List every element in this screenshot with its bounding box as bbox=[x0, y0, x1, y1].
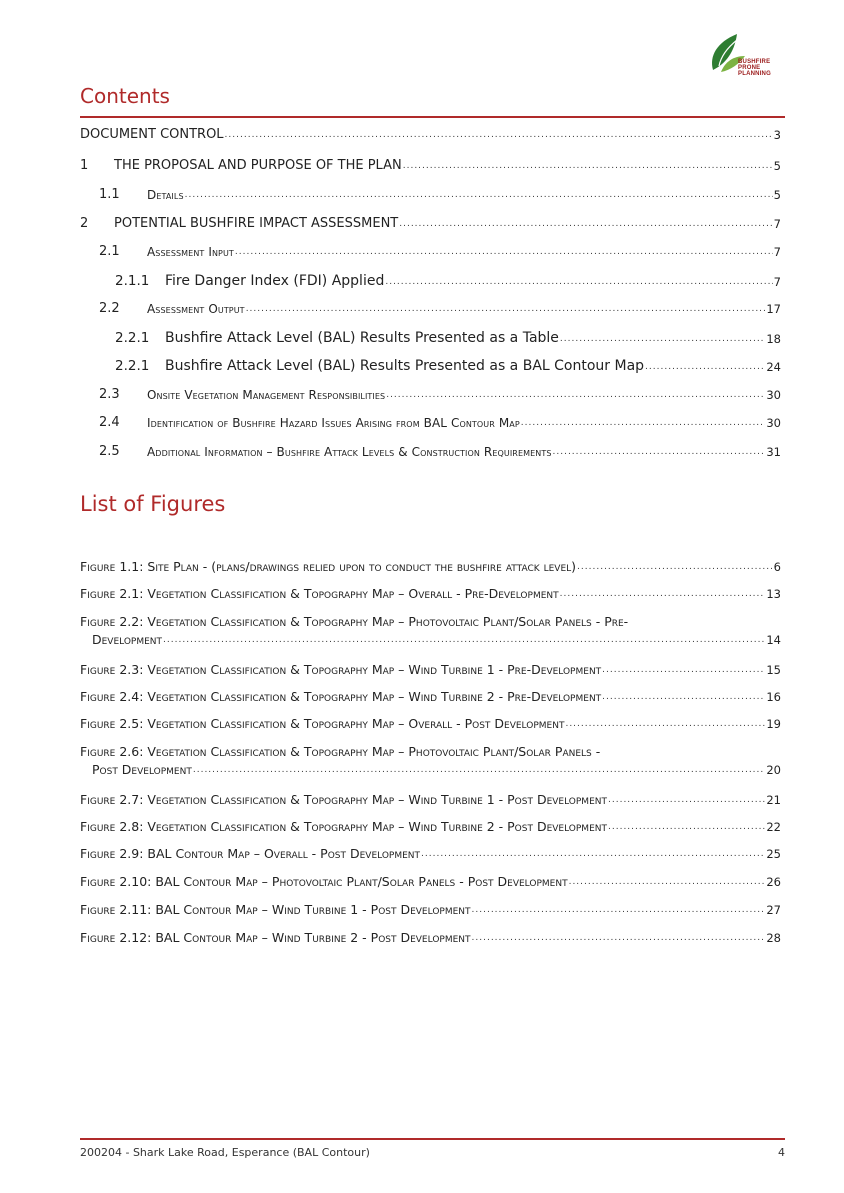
toc-entry-text: Fire Danger Index (FDI) Applied bbox=[165, 273, 385, 289]
toc-entry-text: THE PROPOSAL AND PURPOSE OF THE PLAN bbox=[114, 158, 402, 173]
dot-leader bbox=[577, 561, 773, 573]
company-logo bbox=[707, 30, 791, 76]
figure-entry-page: 25 bbox=[766, 847, 781, 861]
footer-divider bbox=[80, 1138, 785, 1140]
figure-entry-page: 20 bbox=[766, 763, 781, 777]
dot-leader bbox=[569, 876, 766, 888]
toc-entry[interactable] bbox=[80, 387, 781, 402]
figure-entry-page: 27 bbox=[766, 903, 781, 917]
toc-entry[interactable] bbox=[80, 415, 781, 430]
figure-entry-page: 22 bbox=[766, 820, 781, 834]
figure-entry[interactable] bbox=[80, 662, 781, 677]
figure-entry-page: 16 bbox=[766, 690, 781, 704]
figure-entry[interactable] bbox=[80, 742, 781, 777]
figure-entry-text: Figure 2.7: Vegetation Classification & Topography Map – Wind Turbine 1 - Post Development bbox=[80, 792, 607, 807]
dot-leader bbox=[560, 588, 766, 600]
dot-leader bbox=[472, 932, 766, 944]
dot-leader bbox=[386, 389, 765, 401]
toc-entry[interactable] bbox=[80, 244, 781, 259]
dot-leader bbox=[608, 821, 765, 833]
figure-entry[interactable] bbox=[80, 586, 781, 601]
logo-line1: BUSHFIRE PRONE bbox=[738, 59, 771, 71]
dot-leader bbox=[560, 333, 765, 345]
toc-entry-page: 24 bbox=[766, 360, 781, 374]
figure-entry-text: Figure 1.1: Site Plan - (plans/drawings relied upon to conduct the bushfire attack level) bbox=[80, 559, 577, 574]
figure-entry-page: 6 bbox=[773, 560, 781, 574]
figure-entry[interactable] bbox=[80, 846, 781, 861]
dot-leader bbox=[185, 189, 773, 201]
dot-leader bbox=[246, 303, 766, 315]
figure-entry-text: Figure 2.8: Vegetation Classification & Topography Map – Wind Turbine 2 - Post Development bbox=[80, 819, 607, 834]
figure-entry-page: 26 bbox=[766, 875, 781, 889]
dot-leader bbox=[399, 218, 772, 230]
toc-entry-number: 1.1 bbox=[99, 187, 120, 202]
dot-leader bbox=[385, 276, 772, 288]
figure-entry-continuation: Post Development bbox=[92, 762, 192, 777]
toc-entry-page: 7 bbox=[773, 217, 781, 231]
figure-entry-text: Figure 2.11: BAL Contour Map – Wind Turbine 1 - Post Development bbox=[80, 902, 471, 917]
dot-leader bbox=[163, 634, 765, 646]
toc-entry-text: Assessment Output bbox=[147, 302, 245, 316]
dot-leader bbox=[193, 764, 766, 776]
dot-leader bbox=[553, 446, 766, 458]
toc-entry-number: 2 bbox=[80, 216, 89, 231]
toc-entry-text: POTENTIAL BUSHFIRE IMPACT ASSESSMENT bbox=[114, 216, 399, 231]
heading-divider bbox=[80, 116, 785, 118]
toc-entry-text: Bushfire Attack Level (BAL) Results Presented as a Table bbox=[165, 330, 559, 346]
figure-entry-page: 28 bbox=[766, 931, 781, 945]
figure-entry-page: 14 bbox=[766, 633, 781, 647]
toc-entry-page: 17 bbox=[766, 302, 781, 316]
logo-line2: PLANNING bbox=[738, 71, 771, 77]
figure-entry[interactable] bbox=[80, 792, 781, 807]
figure-entry-text: Figure 2.6: Vegetation Classification & Topography Map – Photovoltaic Plant/Solar Panels - bbox=[80, 744, 601, 759]
dot-leader bbox=[608, 794, 765, 806]
figure-entry-text: Figure 2.1: Vegetation Classification & Topography Map – Overall - Pre-Development bbox=[80, 586, 559, 601]
dot-leader bbox=[235, 246, 773, 258]
toc-entry[interactable] bbox=[80, 444, 781, 459]
figure-entry-text: Figure 2.10: BAL Contour Map – Photovoltaic Plant/Solar Panels - Post Development bbox=[80, 874, 568, 889]
figure-entry-page: 21 bbox=[766, 793, 781, 807]
dot-leader bbox=[421, 848, 765, 860]
toc-entry-page: 7 bbox=[773, 245, 781, 259]
toc-entry-text: Details bbox=[147, 188, 184, 202]
toc-entry[interactable] bbox=[80, 301, 781, 316]
figure-entry[interactable] bbox=[80, 819, 781, 834]
dot-leader bbox=[645, 361, 765, 373]
toc-entry-number: 2.2.1 bbox=[115, 358, 150, 374]
figure-entry[interactable] bbox=[80, 716, 781, 731]
figure-entry[interactable] bbox=[80, 689, 781, 704]
toc-entry-number: 2.4 bbox=[99, 415, 120, 430]
dot-leader bbox=[602, 664, 765, 676]
toc-entry-text: Bushfire Attack Level (BAL) Results Presented as a BAL Contour Map bbox=[165, 358, 645, 374]
toc-entry-page: 5 bbox=[773, 188, 781, 202]
toc-entry-page: 3 bbox=[773, 128, 781, 142]
footer-document-title: 200204 - Shark Lake Road, Esperance (BAL Contour) bbox=[80, 1146, 370, 1159]
toc-entry[interactable] bbox=[80, 158, 781, 173]
toc-entry-number: 1 bbox=[80, 158, 89, 173]
toc-entry[interactable] bbox=[80, 330, 781, 346]
figure-entry-text: Figure 2.4: Vegetation Classification & Topography Map – Wind Turbine 2 - Pre-Development bbox=[80, 689, 602, 704]
figure-entry-text: Figure 2.3: Vegetation Classification & Topography Map – Wind Turbine 1 - Pre-Development bbox=[80, 662, 602, 677]
figure-entry[interactable] bbox=[80, 902, 781, 917]
contents-heading: Contents bbox=[80, 84, 170, 108]
figure-entry[interactable] bbox=[80, 612, 781, 647]
toc-entry-number: 2.1.1 bbox=[115, 273, 150, 289]
figure-entry-text: Figure 2.12: BAL Contour Map – Wind Turbine 2 - Post Development bbox=[80, 930, 471, 945]
toc-entry-text: Assessment Input bbox=[147, 245, 234, 259]
toc-entry-text: Additional Information – Bushfire Attack Levels & Construction Requirements bbox=[147, 445, 552, 459]
dot-leader bbox=[403, 160, 773, 172]
figure-entry-page: 13 bbox=[766, 587, 781, 601]
toc-entry-page: 5 bbox=[773, 159, 781, 173]
toc-entry-page: 31 bbox=[766, 445, 781, 459]
toc-entry-number: 2.5 bbox=[99, 444, 120, 459]
toc-entry[interactable] bbox=[80, 127, 781, 142]
toc-entry-text: Onsite Vegetation Management Responsibilities bbox=[147, 388, 386, 402]
dot-leader bbox=[521, 417, 766, 429]
figures-heading: List of Figures bbox=[80, 492, 226, 516]
dot-leader bbox=[472, 904, 766, 916]
dot-leader bbox=[225, 129, 773, 141]
figure-entry[interactable] bbox=[80, 559, 781, 574]
toc-entry-page: 30 bbox=[766, 388, 781, 402]
toc-entry-number: 2.3 bbox=[99, 387, 120, 402]
toc-entry-number: 2.2 bbox=[99, 301, 120, 316]
toc-entry-page: 7 bbox=[773, 275, 781, 289]
figure-entry-text: Figure 2.2: Vegetation Classification & Topography Map – Photovoltaic Plant/Solar Panels - Pre- bbox=[80, 614, 629, 629]
toc-entry-text: DOCUMENT CONTROL bbox=[80, 127, 224, 142]
toc-entry-number: 2.1 bbox=[99, 244, 120, 259]
figure-entry-page: 15 bbox=[766, 663, 781, 677]
toc-entry[interactable] bbox=[80, 216, 781, 231]
toc-entry[interactable] bbox=[80, 273, 781, 289]
figure-entry-page: 19 bbox=[766, 717, 781, 731]
figure-entry[interactable] bbox=[80, 930, 781, 945]
figure-entry-text: Figure 2.9: BAL Contour Map – Overall - Post Development bbox=[80, 846, 421, 861]
toc-entry[interactable] bbox=[80, 187, 781, 202]
logo-text bbox=[738, 59, 791, 77]
toc-entry-text: Identification of Bushfire Hazard Issues Arising from BAL Contour Map bbox=[147, 416, 520, 430]
toc-entry-page: 18 bbox=[766, 332, 781, 346]
dot-leader bbox=[602, 691, 765, 703]
toc-entry-number: 2.2.1 bbox=[115, 330, 150, 346]
dot-leader bbox=[565, 718, 765, 730]
toc-entry[interactable] bbox=[80, 358, 781, 374]
footer-page-number: 4 bbox=[778, 1146, 785, 1159]
figure-entry-text: Figure 2.5: Vegetation Classification & Topography Map – Overall - Post Development bbox=[80, 716, 565, 731]
figure-entry[interactable] bbox=[80, 874, 781, 889]
toc-entry-page: 30 bbox=[766, 416, 781, 430]
figure-entry-continuation: Development bbox=[92, 632, 163, 647]
